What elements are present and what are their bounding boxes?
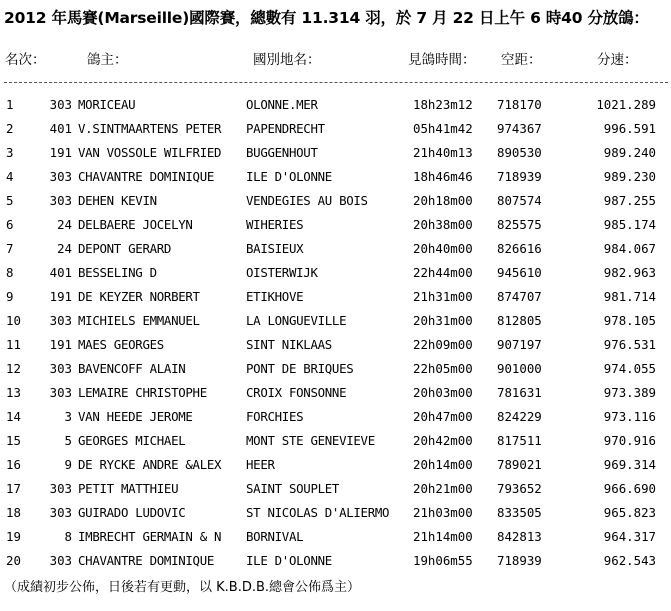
ring-cell: 303 (49, 385, 72, 400)
speed-cell: 996.591 (603, 121, 656, 136)
ring-cell: 24 (57, 217, 72, 232)
distance-cell: 833505 (497, 505, 542, 520)
distance-cell: 812805 (497, 313, 542, 328)
speed-cell: 974.055 (603, 361, 656, 376)
distance-cell: 974367 (497, 121, 542, 136)
table-row (0, 191, 671, 215)
table-row (0, 359, 671, 383)
distance-cell: 945610 (497, 265, 542, 280)
time-cell: 20h38m00 (413, 217, 473, 232)
time-cell: 20h40m00 (413, 241, 473, 256)
distance-cell: 718939 (497, 169, 542, 184)
distance-cell: 789021 (497, 457, 542, 472)
rank-cell: 15 (6, 433, 21, 448)
table-row (0, 503, 671, 527)
place-cell: ST NICOLAS D'ALIERMO (246, 505, 390, 520)
place-cell: WIHERIES (246, 217, 304, 232)
owner-cell: BESSELING D (78, 265, 157, 280)
ring-cell: 303 (49, 481, 72, 496)
time-cell: 21h31m00 (413, 289, 473, 304)
table-row (0, 311, 671, 335)
place-cell: PONT DE BRIQUES (246, 361, 354, 376)
ring-cell: 303 (49, 97, 72, 112)
owner-cell: BAVENCOFF ALAIN (78, 361, 186, 376)
owner-cell: DEHEN KEVIN (78, 193, 157, 208)
ring-cell: 3 (64, 409, 72, 424)
table-row (0, 455, 671, 479)
header-place: 國別地名： (253, 52, 321, 68)
table-row (0, 95, 671, 119)
owner-cell: VAN VOSSOLE WILFRIED (78, 145, 222, 160)
distance-cell: 825575 (497, 217, 542, 232)
speed-cell: 973.116 (603, 409, 656, 424)
time-cell: 20h21m00 (413, 481, 473, 496)
time-cell: 21h14m00 (413, 529, 473, 544)
speed-cell: 966.690 (603, 481, 656, 496)
distance-cell: 824229 (497, 409, 542, 424)
table-row (0, 431, 671, 455)
time-cell: 20h42m00 (413, 433, 473, 448)
owner-cell: CHAVANTRE DOMINIQUE (78, 553, 215, 568)
header-distance: 空距： (501, 52, 542, 68)
place-cell: SINT NIKLAAS (246, 337, 332, 352)
place-cell: PAPENDRECHT (246, 121, 325, 136)
distance-cell: 718170 (497, 97, 542, 112)
table-row (0, 551, 671, 575)
owner-cell: VAN HEEDE JEROME (78, 409, 193, 424)
speed-cell: 989.230 (603, 169, 656, 184)
ring-cell: 9 (64, 457, 72, 472)
header-divider (4, 82, 668, 83)
time-cell: 05h41m42 (413, 121, 473, 136)
place-cell: VENDEGIES AU BOIS (246, 193, 368, 208)
ring-cell: 303 (49, 169, 72, 184)
time-cell: 20h31m00 (413, 313, 473, 328)
ring-cell: 303 (49, 361, 72, 376)
ring-cell: 191 (49, 289, 72, 304)
table-header (0, 48, 671, 68)
table-row (0, 143, 671, 167)
owner-cell: MICHIELS EMMANUEL (78, 313, 200, 328)
owner-cell: GUIRADO LUDOVIC (78, 505, 186, 520)
place-cell: FORCHIES (246, 409, 304, 424)
speed-cell: 973.389 (603, 385, 656, 400)
ring-cell: 191 (49, 337, 72, 352)
speed-cell: 989.240 (603, 145, 656, 160)
place-cell: OISTERWIJK (246, 265, 318, 280)
time-cell: 19h06m55 (413, 553, 473, 568)
time-cell: 18h23m12 (413, 97, 473, 112)
rank-cell: 8 (6, 265, 14, 280)
speed-cell: 981.714 (603, 289, 656, 304)
place-cell: SAINT SOUPLET (246, 481, 340, 496)
owner-cell: DELBAERE JOCELYN (78, 217, 193, 232)
distance-cell: 907197 (497, 337, 542, 352)
owner-cell: PETIT MATTHIEU (78, 481, 179, 496)
speed-cell: 976.531 (603, 337, 656, 352)
place-cell: CROIX FONSONNE (246, 385, 347, 400)
distance-cell: 807574 (497, 193, 542, 208)
speed-cell: 970.916 (603, 433, 656, 448)
speed-cell: 1021.289 (596, 97, 656, 112)
place-cell: LA LONGUEVILLE (246, 313, 347, 328)
speed-cell: 962.543 (603, 553, 656, 568)
place-cell: BORNIVAL (246, 529, 304, 544)
rank-cell: 13 (6, 385, 21, 400)
owner-cell: LEMAIRE CHRISTOPHE (78, 385, 207, 400)
rank-cell: 17 (6, 481, 21, 496)
place-cell: ILE D'OLONNE (246, 553, 332, 568)
owner-cell: DEPONT GERARD (78, 241, 172, 256)
header-owner: 鴿主： (87, 52, 128, 68)
distance-cell: 718939 (497, 553, 542, 568)
speed-cell: 987.255 (603, 193, 656, 208)
distance-cell: 842813 (497, 529, 542, 544)
time-cell: 22h44m00 (413, 265, 473, 280)
owner-cell: V.SINTMAARTENS PETER (78, 121, 222, 136)
rank-cell: 14 (6, 409, 21, 424)
rank-cell: 3 (6, 145, 14, 160)
table-row (0, 263, 671, 287)
distance-cell: 793652 (497, 481, 542, 496)
ring-cell: 303 (49, 553, 72, 568)
time-cell: 21h03m00 (413, 505, 473, 520)
place-cell: ILE D'OLONNE (246, 169, 332, 184)
speed-cell: 969.314 (603, 457, 656, 472)
rank-cell: 1 (6, 97, 14, 112)
time-cell: 20h03m00 (413, 385, 473, 400)
table-row (0, 167, 671, 191)
table-row (0, 215, 671, 239)
rank-cell: 2 (6, 121, 14, 136)
owner-cell: IMBRECHT GERMAIN & N (78, 529, 222, 544)
ring-cell: 5 (64, 433, 72, 448)
table-row (0, 527, 671, 551)
rank-cell: 6 (6, 217, 14, 232)
page-title: 2012 年馬賽(Marseille)國際賽，總數有 11.314 羽，於 7 月 22 日上午 6 時40 分放鴿： (4, 9, 649, 27)
distance-cell: 890530 (497, 145, 542, 160)
rank-cell: 10 (6, 313, 21, 328)
speed-cell: 965.823 (603, 505, 656, 520)
speed-cell: 985.174 (603, 217, 656, 232)
place-cell: OLONNE.MER (246, 97, 318, 112)
speed-cell: 982.963 (603, 265, 656, 280)
ring-cell: 303 (49, 193, 72, 208)
table-row (0, 239, 671, 263)
rank-cell: 20 (6, 553, 21, 568)
rank-cell: 11 (6, 337, 21, 352)
table-row (0, 407, 671, 431)
ring-cell: 303 (49, 505, 72, 520)
owner-cell: MAES GEORGES (78, 337, 164, 352)
speed-cell: 978.105 (603, 313, 656, 328)
ring-cell: 191 (49, 145, 72, 160)
rank-cell: 19 (6, 529, 21, 544)
rank-cell: 18 (6, 505, 21, 520)
rank-cell: 12 (6, 361, 21, 376)
place-cell: BUGGENHOUT (246, 145, 318, 160)
time-cell: 20h47m00 (413, 409, 473, 424)
time-cell: 20h14m00 (413, 457, 473, 472)
owner-cell: GEORGES MICHAEL (78, 433, 186, 448)
header-rank: 名次： (5, 52, 46, 68)
footnote: （成績初步公佈，日後若有更動，以 K.B.D.B.總會公佈爲主） (4, 580, 361, 595)
place-cell: ETIKHOVE (246, 289, 304, 304)
rank-cell: 16 (6, 457, 21, 472)
speed-cell: 964.317 (603, 529, 656, 544)
table-row (0, 287, 671, 311)
ring-cell: 303 (49, 313, 72, 328)
owner-cell: MORICEAU (78, 97, 136, 112)
distance-cell: 826616 (497, 241, 542, 256)
place-cell: BAISIEUX (246, 241, 304, 256)
results-table (0, 95, 671, 575)
rank-cell: 9 (6, 289, 14, 304)
speed-cell: 984.067 (603, 241, 656, 256)
rank-cell: 4 (6, 169, 14, 184)
ring-cell: 401 (49, 121, 72, 136)
time-cell: 18h46m46 (413, 169, 473, 184)
rank-cell: 5 (6, 193, 14, 208)
time-cell: 22h09m00 (413, 337, 473, 352)
distance-cell: 901000 (497, 361, 542, 376)
time-cell: 22h05m00 (413, 361, 473, 376)
distance-cell: 874707 (497, 289, 542, 304)
place-cell: HEER (246, 457, 275, 472)
header-speed: 分速： (597, 52, 638, 68)
ring-cell: 8 (64, 529, 72, 544)
table-row (0, 335, 671, 359)
header-time: 見鴿時間： (408, 52, 476, 68)
place-cell: MONT STE GENEVIEVE (246, 433, 375, 448)
time-cell: 21h40m13 (413, 145, 473, 160)
table-row (0, 479, 671, 503)
owner-cell: CHAVANTRE DOMINIQUE (78, 169, 215, 184)
owner-cell: DE RYCKE ANDRE &ALEX (78, 457, 222, 472)
owner-cell: DE KEYZER NORBERT (78, 289, 200, 304)
table-row (0, 383, 671, 407)
rank-cell: 7 (6, 241, 14, 256)
table-row (0, 119, 671, 143)
ring-cell: 24 (57, 241, 72, 256)
time-cell: 20h18m00 (413, 193, 473, 208)
ring-cell: 401 (49, 265, 72, 280)
distance-cell: 781631 (497, 385, 542, 400)
distance-cell: 817511 (497, 433, 542, 448)
